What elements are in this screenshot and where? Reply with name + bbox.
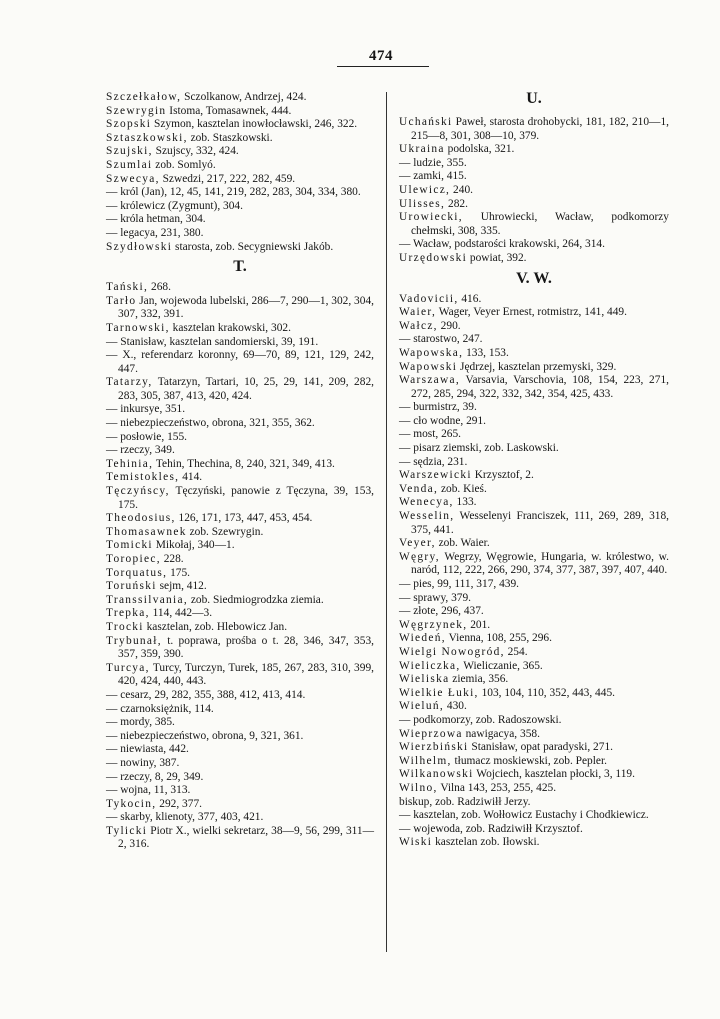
section-heading-vw: V. W. [516,269,552,287]
index-entry [399,483,669,497]
index-entry-text: zob. Somlyó. [152,158,216,171]
index-entry-headword: Wenecya, [399,496,454,509]
index-entry-headword: Ulisses, [399,197,446,210]
index-entry [399,333,669,347]
index-entry-headword: Wierzbiński [399,741,469,754]
index-entry [106,485,374,512]
index-entry-text: — most, 265. [399,428,462,441]
index-entry [399,578,669,592]
index-entry [106,825,374,852]
index-entry [399,401,669,415]
index-entry-text: Wojciech, kasztelan płocki, 3, 119. [473,768,635,781]
index-entry [399,116,669,143]
index-entry-headword: Urowiecki, [399,211,463,224]
index-entry-headword: Szopski [106,118,152,131]
index-entry-headword: Trybunał, [106,634,162,647]
index-entry-text: Vilna 143, 253, 255, 425. [437,781,557,794]
index-entry-text: Wager, Veyer Ernest, rotmistrz, 141, 449. [436,306,627,319]
index-entry [106,635,374,662]
index-entry-text: Wesselenyi Franciszek, 111, 269, 289, 318, 375, 441. [411,510,669,536]
index-entry [106,173,374,187]
index-entry-headword: Tęczyńscy, [106,485,170,498]
index-entry-text: starosta, zob. Secygniewski Jakób. [172,240,334,253]
index-entry-text: — Stanisław, kasztelan sandomierski, 39, 191. [106,335,319,348]
index-entry [399,809,669,823]
index-entry [106,580,374,594]
index-entry [106,716,374,730]
index-entry [106,567,374,581]
index-entry-headword: Thomasawnek [106,525,187,538]
index-entry [399,551,669,578]
index-entry-text: 103, 104, 110, 352, 443, 445. [478,686,615,699]
index-entry [399,700,669,714]
index-entry-text: podolska, 321. [444,143,515,156]
column-divider [386,92,387,952]
index-entry-headword: Wielgi Nowogród, [399,645,505,658]
index-entry [106,689,374,703]
index-entry-text: — ludzie, 355. [399,156,467,169]
index-entry-text: Tęczyński, panowie z Tęczyna, 39, 153, 175. [118,485,374,511]
index-entry-text: — legacya, 231, 380. [106,226,204,239]
index-entry [399,293,669,307]
page-number-rule [337,66,429,67]
index-entry [106,458,374,472]
index-entry [106,431,374,445]
index-entry [106,444,374,458]
index-entry-text: 133. [453,496,477,509]
index-entry-text: Paweł, starosta drohobycki, 181, 182, 210—1, 215—8, 301, 308—10, 379. [411,116,669,142]
index-entry [399,823,669,837]
index-entry-text: 416. [458,292,482,305]
index-entry [399,714,669,728]
index-entry-text: kasztelan zob. Iłowski. [432,836,540,849]
index-entry [399,170,669,184]
index-entry [399,157,669,171]
index-entry [399,428,669,442]
index-entry-text: — mordy, 385. [106,716,175,729]
index-entry-text: Jędrzej, kasztelan przemyski, 329. [457,360,617,373]
index-entry-headword: Szczełkałow, [106,91,182,103]
index-entry-text: kasztelan krakowski, 302. [169,321,291,334]
index-entry-text: Jan, wojewoda lubelski, 286—7, 290—1, 302, 304, 307, 332, 391. [118,294,374,321]
index-entry-text: — Wacław, podstarości krakowski, 264, 314. [399,238,605,251]
index-entry-text: — posłowie, 155. [106,430,187,443]
index-entry [399,537,669,551]
index-entry-text: 268. [148,281,171,294]
index-entry [399,632,669,646]
index-entry [399,646,669,660]
index-entry-headword: Warszawa, [399,374,461,387]
index-entry-headword: Turcya, [106,661,150,674]
index-entry-headword: Szwecya, [106,172,160,185]
index-entry [399,456,669,470]
index-entry-text: Stanisław, opat paradyski, 271. [468,741,613,754]
index-entry-text: — złote, 296, 437. [399,605,484,618]
index-entry-text: 430. [444,700,467,713]
index-entry [106,607,374,621]
index-entry [399,347,669,361]
index-entry-text: 133, 153. [463,346,509,359]
index-entry [399,592,669,606]
entries-t [106,281,374,852]
index-entry [399,442,669,456]
index-entry-headword: Uchański [399,116,453,128]
index-entry [399,184,669,198]
index-entry [106,743,374,757]
index-entry [106,539,374,553]
index-entry-text: — podkomorzy, zob. Radoszowski. [399,713,562,726]
index-entry-text: — królewicz (Zygmunt), 304. [106,199,243,212]
index-entry [399,252,669,266]
index-entry [106,621,374,635]
index-entry [106,295,374,322]
index-entry-headword: Węgrzynek, [399,618,468,631]
index-entry [106,105,374,119]
index-entry-text: 254. [504,645,528,658]
index-entry-text: — niebezpieczeństwo, obrona, 9, 321, 361. [106,729,304,742]
index-entry-text: powiat, 392. [467,251,527,264]
index-entry [106,322,374,336]
index-entry [106,771,374,785]
index-entry [399,143,669,157]
index-entry-text: ziemia, 356. [449,673,509,686]
index-entry-headword: Wapowska, [399,346,464,359]
index-entry-text: — rzeczy, 349. [106,444,175,457]
index-entry-text: Krzysztof, 2. [471,469,534,482]
index-entry-text: zob. Siedmiogrodzka ziemia. [188,593,324,606]
index-entry [106,417,374,431]
index-entry-text: kasztelan, zob. Hlebowicz Jan. [143,620,288,633]
index-entry [399,320,669,334]
index-entry-headword: Szewrygin [106,104,167,117]
index-entry [399,673,669,687]
index-entry-headword: Szydłowski [106,240,173,253]
index-entry-headword: Wilhelm, [399,754,452,767]
index-entry [399,238,669,252]
index-entry-text: Tatarzyn, Tartari, 10, 25, 29, 141, 209, 282, 283, 305, 387, 413, 420, 424. [118,376,374,402]
index-entry-headword: Wiedeń, [399,632,446,645]
index-entry-headword: Urzędowski [399,251,468,264]
index-entry [106,512,374,526]
index-entry-text: — cło wodne, 291. [399,414,486,427]
index-entry-headword: Trepka, [106,607,150,620]
index-entry-headword: Tarło [106,294,137,307]
index-entry-headword: Sztaszkowski, [106,131,188,144]
index-entry-text: nawigacya, 358. [462,727,540,740]
index-entry-headword: Toropiec, [106,553,161,565]
index-entry-headword: Temistokles, [106,471,180,484]
index-entry-headword: Wieliska [399,673,450,686]
index-entry [399,306,669,320]
index-entry [399,510,669,537]
index-entry-text: — wojna, 11, 313. [106,784,191,797]
index-entry [399,361,669,375]
index-entry-text: Istoma, Tomasawnek, 444. [166,104,292,117]
index-entry-text: 228. [160,553,184,565]
index-entry [399,496,669,510]
index-entry [106,757,374,771]
entries-u [399,116,669,266]
index-entry [399,374,669,401]
index-entry-text: — burmistrz, 39. [399,401,477,414]
index-entry-text: 240. [450,183,473,196]
index-entry-headword: Wiski [399,836,433,849]
index-entry-headword: Tehinia, [106,457,154,470]
index-entry-text: — nowiny, 387. [106,756,180,769]
index-entry [106,159,374,173]
index-entry [106,281,374,295]
index-entry [106,798,374,812]
index-entry-text: sejm, 412. [156,580,207,593]
index-entry-text: — sprawy, 379. [399,591,472,604]
index-entry [106,118,374,132]
index-entry-text: Piotr X., wielki sekretarz, 38—9, 56, 299, 311—2, 316. [118,824,374,851]
index-entry-text: t. poprawa, prośba o t. 28, 346, 347, 353, 357, 359, 390. [118,634,374,661]
index-entry [106,730,374,744]
index-entry-text: — X., referendarz koronny, 69—70, 89, 121, 129, 242, 447. [106,349,374,375]
index-entry-text: Varsavia, Varschovia, 108, 154, 223, 271, 272, 285, 294, 322, 332, 342, 354, 425, 433. [411,374,669,400]
index-entry [106,91,374,105]
index-entry-text: zob. Waier. [435,537,490,550]
index-entry-text: Mikołaj, 340—1. [152,539,235,552]
index-entry [399,469,669,483]
index-entry-text: tłumacz moskiewski, zob. Pepler. [451,754,607,767]
index-entry-text: Uhrowiecki, Wacław, podkomorzy chełmski, 308, 335. [411,211,669,237]
index-entry [399,755,669,769]
index-entry-text: — rzeczy, 8, 29, 349. [106,770,204,783]
index-entry-text: — króla hetman, 304. [106,213,206,226]
index-entry-text: Szwedzi, 217, 222, 282, 459. [159,172,296,185]
index-entry-text: 282. [445,197,468,210]
index-entry [399,836,669,850]
index-entry-headword: Szujski, [106,145,153,158]
index-entry-headword: Tykocin, [106,797,157,810]
index-entry [399,415,669,429]
index-entry [106,594,374,608]
index-entry [399,198,669,212]
index-entry [106,784,374,798]
index-entry-text: 201. [467,618,491,631]
index-entry-headword: Tomicki [106,539,153,552]
index-entry-text: 126, 171, 173, 447, 453, 454. [175,512,313,525]
index-entry-headword: Vadovicii, [399,292,459,305]
index-entry-text: — niebezpieczeństwo, obrona, 321, 355, 362. [106,417,315,430]
index-entry-text: zob. Staszkowski. [187,131,273,144]
index-entry-headword: Venda, [399,482,439,495]
index-entry-text: — kasztelan, zob. Wołłowicz Eustachy i Chodkiewicz. [399,809,649,822]
index-entry-headword: Toruński [106,580,157,593]
index-entry-headword: Wilkanowski [399,768,474,781]
index-entry-text: — niewiasta, 442. [106,743,189,756]
index-entry-headword: Waier, [399,306,437,319]
right-column [399,90,669,850]
page-number: 474 [369,48,393,64]
index-entry-headword: Węgry, [399,550,440,563]
index-entry [399,741,669,755]
index-entry-headword: Transsilvania, [106,593,189,606]
index-entry-headword: Ukraina [399,143,445,156]
index-entry-text: zob. Kieś. [438,482,487,495]
index-entry [399,687,669,701]
index-entry-headword: Tylicki [106,824,148,837]
index-entry-text: Wegrzy, Węgrowie, Hungaria, w. królestwo, w. naród, 112, 222, 266, 290, 374, 377, 387, 397, 407, 440. [411,550,669,577]
index-entry-headword: Wieliczka, [399,659,461,672]
index-entry-headword: Wałcz, [399,319,438,332]
index-entry-headword: Warszewicki [399,469,472,482]
index-entry-text: — starostwo, 247. [399,333,483,346]
index-entry [106,471,374,485]
index-entry [399,211,669,238]
index-entry [106,200,374,214]
index-entry-text: 175. [167,566,191,579]
index-entry [106,662,374,689]
index-entry-text: — pies, 99, 111, 317, 439. [399,578,520,590]
index-entry [106,213,374,227]
entries-before-t [106,91,374,254]
index-entry [106,241,374,255]
index-entry [106,186,374,200]
section-heading-t: T. [233,258,247,276]
index-entry-text: — król (Jan), 12, 45, 141, 219, 282, 283, 304, 334, 380. [106,186,361,199]
index-entry [399,728,669,742]
index-entry-text: 292, 377. [156,797,202,810]
index-entry-headword: Wielkie Łuki, [399,686,479,699]
index-entry [399,768,669,782]
index-entry-headword: Theodosius, [106,512,176,525]
index-entry-text: — czarnoksiężnik, 114. [106,702,214,715]
index-entry-text: — cesarz, 29, 282, 355, 388, 412, 413, 414. [106,688,306,701]
index-entry-headword: Szumlai [106,158,153,171]
index-entry-text: zob. Szewrygin. [186,525,264,538]
index-entry [399,796,669,810]
index-entry-headword: Wilno, [399,781,438,794]
index-entry-text: — zamki, 415. [399,170,467,183]
index-entry-text: Wieliczanie, 365. [460,659,543,672]
index-entry [106,132,374,146]
index-entry-text: Turcy, Turczyn, Turek, 185, 267, 283, 310, 399, 420, 424, 440, 443. [118,661,374,688]
index-entry-headword: Torquatus, [106,566,168,579]
index-entry [399,619,669,633]
index-entry-headword: Wapowski [399,360,458,373]
index-entry-text: 414. [179,471,203,484]
index-entry [106,526,374,540]
left-column [106,91,374,852]
index-entry-text: — inkursye, 351. [106,403,186,416]
index-entry-headword: Tatarzy, [106,376,153,389]
index-entry [106,553,374,567]
index-entry-text: — pisarz ziemski, zob. Laskowski. [399,442,559,455]
index-entry-headword: Wesselin, [399,510,455,523]
index-entry-text: biskup, zob. Radziwiłł Jerzy. [399,795,531,808]
index-entry [106,811,374,825]
index-entry-text: — skarby, klienoty, 377, 403, 421. [106,811,264,824]
index-entry-text: Szymon, kasztelan inowłocławski, 246, 322. [151,118,358,131]
entries-vw [399,293,669,850]
index-entry-headword: Wieluń, [399,700,445,713]
index-entry [106,227,374,241]
index-entry-text: 114, 442—3. [149,607,213,620]
index-entry-text: — wojewoda, zob. Radziwiłł Krzysztof. [399,822,583,835]
index-entry [106,349,374,376]
index-entry-text: Vienna, 108, 255, 296. [445,632,552,645]
index-entry [106,145,374,159]
index-entry [399,782,669,796]
index-entry-headword: Wieprzowa [399,727,463,740]
index-entry-headword: Veyer, [399,537,436,550]
index-entry-text: 290. [437,319,461,332]
index-entry [106,376,374,403]
index-entry-headword: Tański, [106,281,149,294]
index-entry-text: — sędzia, 231. [399,455,468,468]
index-entry [399,605,669,619]
index-entry [106,403,374,417]
index-entry-text: Tehin, Thechina, 8, 240, 321, 349, 413. [153,457,335,470]
index-entry-headword: Tarnowski, [106,321,170,334]
index-entry-headword: Ulewicz, [399,183,451,196]
index-entry-text: Szujscy, 332, 424. [152,145,239,158]
index-entry-headword: Trocki [106,620,144,633]
index-entry-text: Sczolkanow, Andrzej, 424. [181,91,307,103]
index-entry [106,336,374,350]
index-entry [399,660,669,674]
section-heading-u: U. [526,90,542,107]
index-entry [106,703,374,717]
